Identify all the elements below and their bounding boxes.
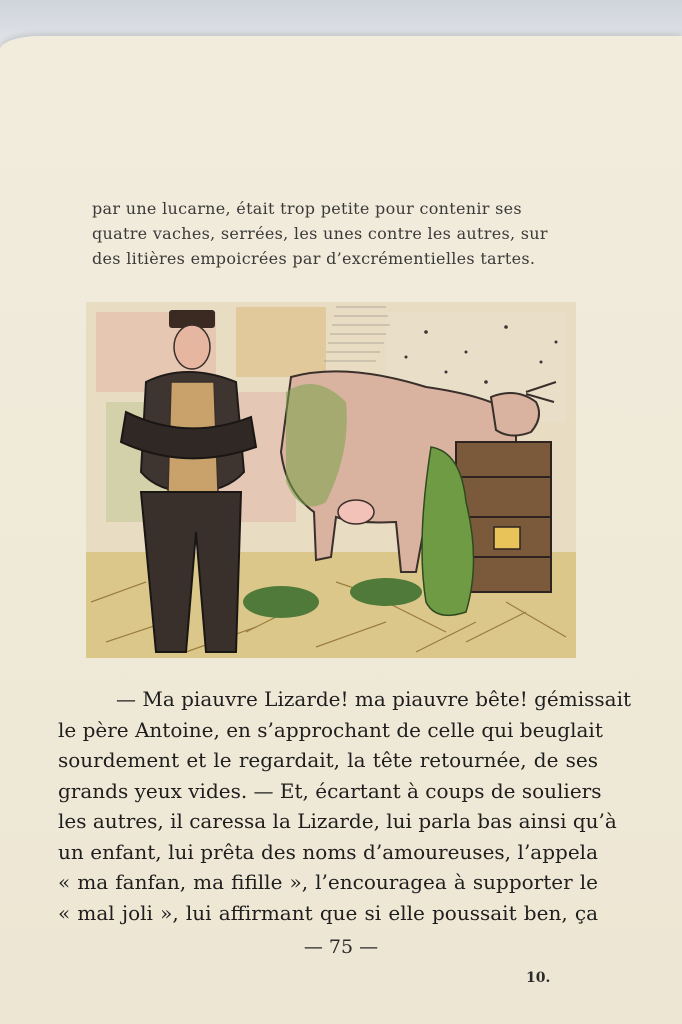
main-paragraph [58, 684, 631, 928]
illustration-farmer-and-cow [86, 302, 576, 658]
top-paragraph [92, 196, 572, 271]
main-paragraph-line: — Ma piauvre Lizarde! ma piauvre bête! gémissait [116, 687, 631, 711]
main-paragraph-line: grands yeux vides. — Et, écartant à coups de souliers [58, 778, 602, 803]
top-paragraph-line: par une lucarne, était trop petite pour contenir ses [92, 199, 522, 218]
page-number: — 75 — [303, 936, 379, 958]
main-paragraph-line: « ma fanfan, ma fifille », l’encouragea à supporter le [58, 870, 598, 894]
main-paragraph-line: le père Antoine, en s’approchant de celle qui beuglait [58, 717, 603, 742]
main-paragraph-line: les autres, il caressa la Lizarde, lui parla bas ainsi qu’à [58, 809, 617, 833]
main-paragraph-line: un enfant, lui prêta des noms d’amoureuses, l’appela [58, 839, 598, 864]
signature-mark: 10. [526, 970, 551, 986]
top-paragraph-line: des litières empoicrées par d’excrémentielles tartes. [92, 249, 536, 268]
top-paragraph-line: quatre vaches, serrées, les unes contre les autres, sur [92, 224, 548, 243]
main-paragraph-line: « mal joli », lui affirmant que si elle poussait ben, ça [58, 900, 598, 925]
main-paragraph-line: sourdement et le regardait, la tête retournée, de ses [58, 748, 598, 772]
